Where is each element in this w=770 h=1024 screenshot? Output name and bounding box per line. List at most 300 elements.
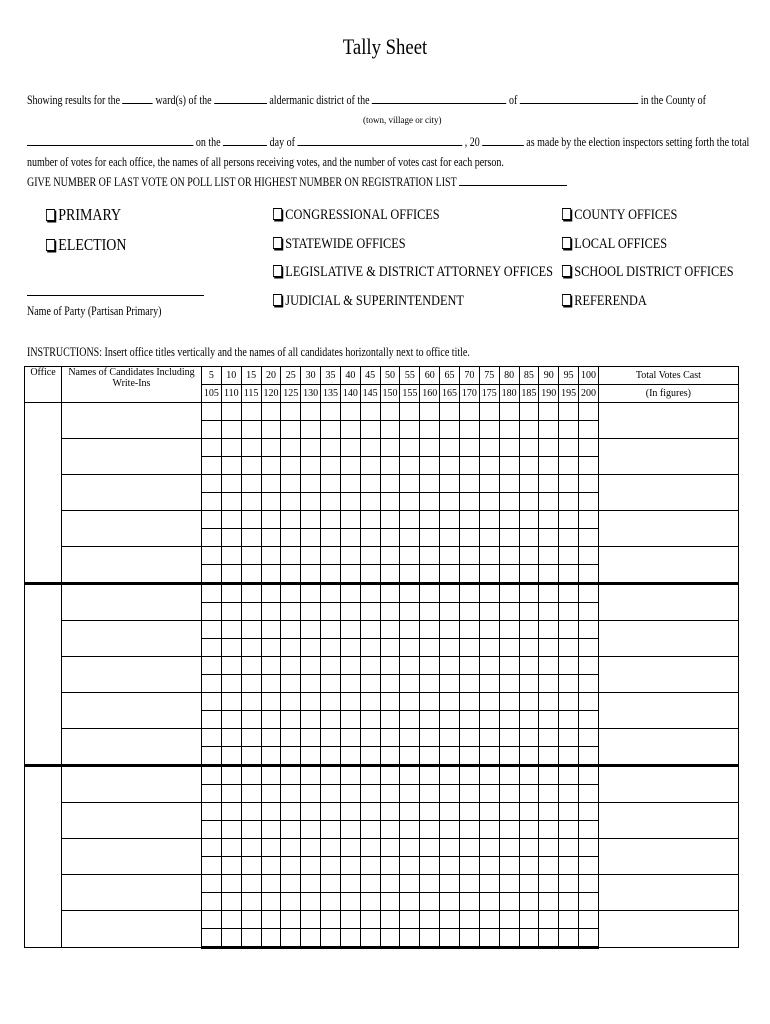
- tally-cell[interactable]: [360, 529, 380, 547]
- total-votes-cell[interactable]: [598, 439, 738, 475]
- tally-cell[interactable]: [221, 657, 241, 675]
- tally-cell[interactable]: [261, 839, 281, 857]
- tally-cell[interactable]: [380, 565, 400, 584]
- tally-cell[interactable]: [420, 603, 440, 621]
- tally-cell[interactable]: [301, 893, 321, 911]
- tally-cell[interactable]: [321, 457, 341, 475]
- tally-cell[interactable]: [261, 639, 281, 657]
- tally-cell[interactable]: [499, 493, 519, 511]
- tally-cell[interactable]: [420, 875, 440, 893]
- tally-cell[interactable]: [281, 711, 301, 729]
- tally-cell[interactable]: [579, 603, 599, 621]
- tally-cell[interactable]: [479, 657, 499, 675]
- tally-cell[interactable]: [440, 693, 460, 711]
- tally-cell[interactable]: [440, 639, 460, 657]
- tally-cell[interactable]: [440, 457, 460, 475]
- tally-cell[interactable]: [479, 621, 499, 639]
- tally-cell[interactable]: [202, 511, 222, 529]
- tally-cell[interactable]: [420, 457, 440, 475]
- tally-cell[interactable]: [202, 565, 222, 584]
- tally-cell[interactable]: [479, 875, 499, 893]
- tally-cell[interactable]: [360, 603, 380, 621]
- tally-cell[interactable]: [340, 766, 360, 785]
- tally-cell[interactable]: [281, 621, 301, 639]
- tally-cell[interactable]: [221, 457, 241, 475]
- tally-cell[interactable]: [202, 639, 222, 657]
- candidate-name-cell[interactable]: [62, 403, 202, 439]
- tally-cell[interactable]: [241, 785, 261, 803]
- tally-cell[interactable]: [479, 639, 499, 657]
- tally-cell[interactable]: [400, 785, 420, 803]
- tally-cell[interactable]: [519, 693, 539, 711]
- tally-cell[interactable]: [221, 711, 241, 729]
- tally-cell[interactable]: [202, 493, 222, 511]
- tally-cell[interactable]: [321, 493, 341, 511]
- tally-cell[interactable]: [400, 766, 420, 785]
- tally-cell[interactable]: [301, 911, 321, 929]
- tally-cell[interactable]: [499, 529, 519, 547]
- tally-cell[interactable]: [202, 475, 222, 493]
- tally-cell[interactable]: [400, 421, 420, 439]
- tally-cell[interactable]: [539, 875, 559, 893]
- tally-cell[interactable]: [559, 565, 579, 584]
- tally-cell[interactable]: [380, 766, 400, 785]
- tally-cell[interactable]: [479, 803, 499, 821]
- candidate-name-cell[interactable]: [62, 475, 202, 511]
- tally-cell[interactable]: [499, 403, 519, 421]
- tally-cell[interactable]: [579, 639, 599, 657]
- tally-cell[interactable]: [499, 711, 519, 729]
- tally-cell[interactable]: [420, 911, 440, 929]
- tally-cell[interactable]: [499, 421, 519, 439]
- tally-cell[interactable]: [321, 875, 341, 893]
- tally-cell[interactable]: [479, 929, 499, 948]
- tally-cell[interactable]: [400, 511, 420, 529]
- tally-cell[interactable]: [499, 603, 519, 621]
- tally-cell[interactable]: [559, 747, 579, 766]
- tally-cell[interactable]: [479, 857, 499, 875]
- tally-cell[interactable]: [499, 803, 519, 821]
- tally-cell[interactable]: [241, 893, 261, 911]
- tally-cell[interactable]: [539, 803, 559, 821]
- tally-cell[interactable]: [380, 857, 400, 875]
- tally-cell[interactable]: [221, 875, 241, 893]
- tally-cell[interactable]: [360, 639, 380, 657]
- tally-cell[interactable]: [539, 766, 559, 785]
- tally-cell[interactable]: [519, 911, 539, 929]
- tally-cell[interactable]: [360, 475, 380, 493]
- tally-cell[interactable]: [340, 875, 360, 893]
- tally-cell[interactable]: [321, 565, 341, 584]
- tally-cell[interactable]: [241, 693, 261, 711]
- checkbox-statewide[interactable]: [273, 236, 406, 253]
- tally-cell[interactable]: [380, 421, 400, 439]
- tally-cell[interactable]: [301, 729, 321, 747]
- tally-cell[interactable]: [321, 675, 341, 693]
- tally-cell[interactable]: [579, 457, 599, 475]
- tally-cell[interactable]: [519, 547, 539, 565]
- total-votes-cell[interactable]: [598, 839, 738, 875]
- tally-cell[interactable]: [281, 657, 301, 675]
- candidate-name-cell[interactable]: [62, 584, 202, 621]
- tally-cell[interactable]: [301, 785, 321, 803]
- tally-cell[interactable]: [380, 657, 400, 675]
- tally-cell[interactable]: [579, 911, 599, 929]
- tally-cell[interactable]: [420, 803, 440, 821]
- tally-cell[interactable]: [241, 729, 261, 747]
- tally-cell[interactable]: [479, 584, 499, 603]
- tally-cell[interactable]: [519, 675, 539, 693]
- tally-cell[interactable]: [340, 403, 360, 421]
- tally-cell[interactable]: [301, 711, 321, 729]
- tally-cell[interactable]: [241, 565, 261, 584]
- tally-cell[interactable]: [321, 584, 341, 603]
- tally-cell[interactable]: [241, 475, 261, 493]
- tally-cell[interactable]: [380, 675, 400, 693]
- tally-cell[interactable]: [519, 603, 539, 621]
- tally-cell[interactable]: [539, 711, 559, 729]
- tally-cell[interactable]: [281, 457, 301, 475]
- tally-cell[interactable]: [340, 584, 360, 603]
- tally-cell[interactable]: [559, 529, 579, 547]
- tally-cell[interactable]: [459, 621, 479, 639]
- tally-cell[interactable]: [420, 657, 440, 675]
- tally-cell[interactable]: [579, 565, 599, 584]
- tally-cell[interactable]: [281, 403, 301, 421]
- tally-cell[interactable]: [459, 439, 479, 457]
- tally-cell[interactable]: [459, 457, 479, 475]
- party-name-field[interactable]: [27, 295, 204, 296]
- tally-cell[interactable]: [360, 657, 380, 675]
- tally-cell[interactable]: [261, 584, 281, 603]
- tally-cell[interactable]: [479, 421, 499, 439]
- tally-cell[interactable]: [479, 403, 499, 421]
- tally-cell[interactable]: [241, 929, 261, 948]
- tally-cell[interactable]: [400, 675, 420, 693]
- tally-cell[interactable]: [499, 565, 519, 584]
- checkbox-legislative[interactable]: [273, 264, 553, 281]
- tally-cell[interactable]: [281, 693, 301, 711]
- tally-cell[interactable]: [321, 475, 341, 493]
- tally-cell[interactable]: [221, 747, 241, 766]
- tally-cell[interactable]: [202, 547, 222, 565]
- checkbox-election[interactable]: [46, 235, 126, 255]
- tally-cell[interactable]: [519, 621, 539, 639]
- tally-cell[interactable]: [360, 584, 380, 603]
- candidate-name-cell[interactable]: [62, 511, 202, 547]
- tally-cell[interactable]: [360, 565, 380, 584]
- tally-cell[interactable]: [559, 785, 579, 803]
- tally-cell[interactable]: [420, 511, 440, 529]
- tally-cell[interactable]: [400, 621, 420, 639]
- tally-cell[interactable]: [380, 929, 400, 948]
- tally-cell[interactable]: [380, 529, 400, 547]
- tally-cell[interactable]: [261, 547, 281, 565]
- tally-cell[interactable]: [519, 584, 539, 603]
- ward-blank[interactable]: [123, 92, 153, 104]
- tally-cell[interactable]: [579, 493, 599, 511]
- tally-cell[interactable]: [539, 839, 559, 857]
- tally-cell[interactable]: [221, 547, 241, 565]
- tally-cell[interactable]: [261, 621, 281, 639]
- tally-cell[interactable]: [440, 839, 460, 857]
- tally-cell[interactable]: [479, 439, 499, 457]
- tally-cell[interactable]: [202, 729, 222, 747]
- tally-cell[interactable]: [440, 857, 460, 875]
- tally-cell[interactable]: [579, 621, 599, 639]
- tally-cell[interactable]: [301, 693, 321, 711]
- tally-cell[interactable]: [479, 729, 499, 747]
- tally-cell[interactable]: [519, 929, 539, 948]
- tally-cell[interactable]: [221, 911, 241, 929]
- tally-cell[interactable]: [301, 747, 321, 766]
- tally-cell[interactable]: [459, 511, 479, 529]
- tally-cell[interactable]: [360, 785, 380, 803]
- tally-cell[interactable]: [380, 457, 400, 475]
- tally-cell[interactable]: [400, 803, 420, 821]
- tally-cell[interactable]: [261, 711, 281, 729]
- tally-cell[interactable]: [420, 639, 440, 657]
- tally-cell[interactable]: [400, 439, 420, 457]
- tally-cell[interactable]: [281, 747, 301, 766]
- tally-cell[interactable]: [360, 729, 380, 747]
- tally-cell[interactable]: [400, 475, 420, 493]
- tally-cell[interactable]: [539, 857, 559, 875]
- tally-cell[interactable]: [261, 565, 281, 584]
- tally-cell[interactable]: [539, 693, 559, 711]
- tally-cell[interactable]: [519, 893, 539, 911]
- tally-cell[interactable]: [301, 857, 321, 875]
- tally-cell[interactable]: [499, 857, 519, 875]
- tally-cell[interactable]: [579, 657, 599, 675]
- tally-cell[interactable]: [261, 603, 281, 621]
- tally-cell[interactable]: [221, 729, 241, 747]
- tally-cell[interactable]: [539, 785, 559, 803]
- tally-cell[interactable]: [301, 639, 321, 657]
- tally-cell[interactable]: [301, 511, 321, 529]
- tally-cell[interactable]: [360, 839, 380, 857]
- tally-cell[interactable]: [360, 457, 380, 475]
- tally-cell[interactable]: [301, 603, 321, 621]
- tally-cell[interactable]: [281, 529, 301, 547]
- tally-cell[interactable]: [499, 511, 519, 529]
- tally-cell[interactable]: [559, 911, 579, 929]
- tally-cell[interactable]: [459, 875, 479, 893]
- total-votes-cell[interactable]: [598, 403, 738, 439]
- tally-cell[interactable]: [539, 511, 559, 529]
- tally-cell[interactable]: [420, 929, 440, 948]
- tally-cell[interactable]: [539, 493, 559, 511]
- tally-cell[interactable]: [440, 929, 460, 948]
- tally-cell[interactable]: [579, 785, 599, 803]
- tally-cell[interactable]: [241, 421, 261, 439]
- tally-cell[interactable]: [459, 639, 479, 657]
- tally-cell[interactable]: [539, 821, 559, 839]
- tally-cell[interactable]: [321, 621, 341, 639]
- tally-cell[interactable]: [340, 729, 360, 747]
- tally-cell[interactable]: [400, 729, 420, 747]
- tally-cell[interactable]: [519, 475, 539, 493]
- tally-cell[interactable]: [400, 493, 420, 511]
- tally-cell[interactable]: [321, 747, 341, 766]
- tally-cell[interactable]: [400, 565, 420, 584]
- tally-cell[interactable]: [321, 421, 341, 439]
- tally-cell[interactable]: [440, 403, 460, 421]
- tally-cell[interactable]: [499, 911, 519, 929]
- tally-cell[interactable]: [380, 511, 400, 529]
- tally-cell[interactable]: [440, 711, 460, 729]
- tally-cell[interactable]: [321, 403, 341, 421]
- tally-cell[interactable]: [559, 457, 579, 475]
- tally-cell[interactable]: [321, 711, 341, 729]
- total-votes-cell[interactable]: [598, 621, 738, 657]
- tally-cell[interactable]: [559, 839, 579, 857]
- tally-cell[interactable]: [281, 857, 301, 875]
- tally-cell[interactable]: [301, 439, 321, 457]
- total-votes-cell[interactable]: [598, 547, 738, 584]
- tally-cell[interactable]: [261, 893, 281, 911]
- tally-cell[interactable]: [261, 785, 281, 803]
- tally-cell[interactable]: [539, 929, 559, 948]
- tally-cell[interactable]: [579, 729, 599, 747]
- tally-cell[interactable]: [440, 766, 460, 785]
- tally-cell[interactable]: [380, 603, 400, 621]
- tally-cell[interactable]: [559, 657, 579, 675]
- year-blank[interactable]: [482, 134, 524, 146]
- tally-cell[interactable]: [221, 839, 241, 857]
- tally-cell[interactable]: [499, 929, 519, 948]
- tally-cell[interactable]: [202, 457, 222, 475]
- tally-cell[interactable]: [202, 766, 222, 785]
- tally-cell[interactable]: [519, 403, 539, 421]
- tally-cell[interactable]: [360, 693, 380, 711]
- tally-cell[interactable]: [221, 475, 241, 493]
- tally-cell[interactable]: [241, 584, 261, 603]
- tally-cell[interactable]: [241, 657, 261, 675]
- tally-cell[interactable]: [281, 603, 301, 621]
- tally-cell[interactable]: [459, 929, 479, 948]
- tally-cell[interactable]: [559, 621, 579, 639]
- tally-cell[interactable]: [400, 875, 420, 893]
- tally-cell[interactable]: [400, 693, 420, 711]
- candidate-name-cell[interactable]: [62, 693, 202, 729]
- ward-of-blank[interactable]: [214, 92, 267, 104]
- tally-cell[interactable]: [499, 621, 519, 639]
- tally-cell[interactable]: [221, 493, 241, 511]
- tally-cell[interactable]: [579, 675, 599, 693]
- tally-cell[interactable]: [440, 729, 460, 747]
- tally-cell[interactable]: [360, 911, 380, 929]
- tally-cell[interactable]: [321, 439, 341, 457]
- tally-cell[interactable]: [321, 639, 341, 657]
- tally-cell[interactable]: [380, 839, 400, 857]
- tally-cell[interactable]: [440, 875, 460, 893]
- tally-cell[interactable]: [400, 893, 420, 911]
- tally-cell[interactable]: [380, 785, 400, 803]
- tally-cell[interactable]: [261, 693, 281, 711]
- tally-cell[interactable]: [202, 839, 222, 857]
- tally-cell[interactable]: [202, 584, 222, 603]
- tally-cell[interactable]: [420, 729, 440, 747]
- tally-cell[interactable]: [321, 785, 341, 803]
- tally-cell[interactable]: [479, 529, 499, 547]
- total-votes-cell[interactable]: [598, 693, 738, 729]
- tally-cell[interactable]: [559, 929, 579, 948]
- tally-cell[interactable]: [519, 457, 539, 475]
- tally-cell[interactable]: [261, 493, 281, 511]
- tally-cell[interactable]: [202, 875, 222, 893]
- tally-cell[interactable]: [340, 657, 360, 675]
- tally-cell[interactable]: [221, 584, 241, 603]
- tally-cell[interactable]: [459, 603, 479, 621]
- tally-cell[interactable]: [202, 657, 222, 675]
- tally-cell[interactable]: [579, 766, 599, 785]
- tally-cell[interactable]: [380, 821, 400, 839]
- tally-cell[interactable]: [499, 584, 519, 603]
- tally-cell[interactable]: [420, 675, 440, 693]
- tally-cell[interactable]: [380, 911, 400, 929]
- tally-cell[interactable]: [202, 785, 222, 803]
- tally-cell[interactable]: [499, 475, 519, 493]
- tally-cell[interactable]: [301, 584, 321, 603]
- tally-cell[interactable]: [261, 929, 281, 948]
- tally-cell[interactable]: [479, 675, 499, 693]
- tally-cell[interactable]: [380, 747, 400, 766]
- tally-cell[interactable]: [559, 403, 579, 421]
- total-votes-cell[interactable]: [598, 584, 738, 621]
- tally-cell[interactable]: [539, 639, 559, 657]
- tally-cell[interactable]: [519, 493, 539, 511]
- tally-cell[interactable]: [420, 565, 440, 584]
- tally-cell[interactable]: [301, 875, 321, 893]
- tally-cell[interactable]: [459, 421, 479, 439]
- tally-cell[interactable]: [479, 457, 499, 475]
- tally-cell[interactable]: [281, 511, 301, 529]
- tally-cell[interactable]: [400, 639, 420, 657]
- tally-cell[interactable]: [202, 929, 222, 948]
- tally-cell[interactable]: [559, 711, 579, 729]
- tally-cell[interactable]: [559, 603, 579, 621]
- tally-cell[interactable]: [202, 603, 222, 621]
- tally-cell[interactable]: [579, 475, 599, 493]
- tally-cell[interactable]: [301, 839, 321, 857]
- tally-cell[interactable]: [321, 529, 341, 547]
- tally-cell[interactable]: [459, 584, 479, 603]
- tally-cell[interactable]: [499, 875, 519, 893]
- municipality-blank[interactable]: [372, 92, 506, 104]
- tally-cell[interactable]: [579, 529, 599, 547]
- tally-cell[interactable]: [261, 747, 281, 766]
- tally-cell[interactable]: [261, 911, 281, 929]
- tally-cell[interactable]: [579, 875, 599, 893]
- tally-cell[interactable]: [281, 803, 301, 821]
- tally-cell[interactable]: [539, 421, 559, 439]
- tally-cell[interactable]: [261, 803, 281, 821]
- tally-cell[interactable]: [459, 747, 479, 766]
- tally-cell[interactable]: [241, 675, 261, 693]
- tally-cell[interactable]: [519, 857, 539, 875]
- tally-cell[interactable]: [499, 839, 519, 857]
- tally-cell[interactable]: [340, 457, 360, 475]
- tally-cell[interactable]: [459, 821, 479, 839]
- tally-cell[interactable]: [202, 911, 222, 929]
- tally-cell[interactable]: [479, 475, 499, 493]
- tally-cell[interactable]: [340, 565, 360, 584]
- tally-cell[interactable]: [380, 403, 400, 421]
- tally-cell[interactable]: [420, 475, 440, 493]
- tally-cell[interactable]: [221, 639, 241, 657]
- tally-cell[interactable]: [519, 875, 539, 893]
